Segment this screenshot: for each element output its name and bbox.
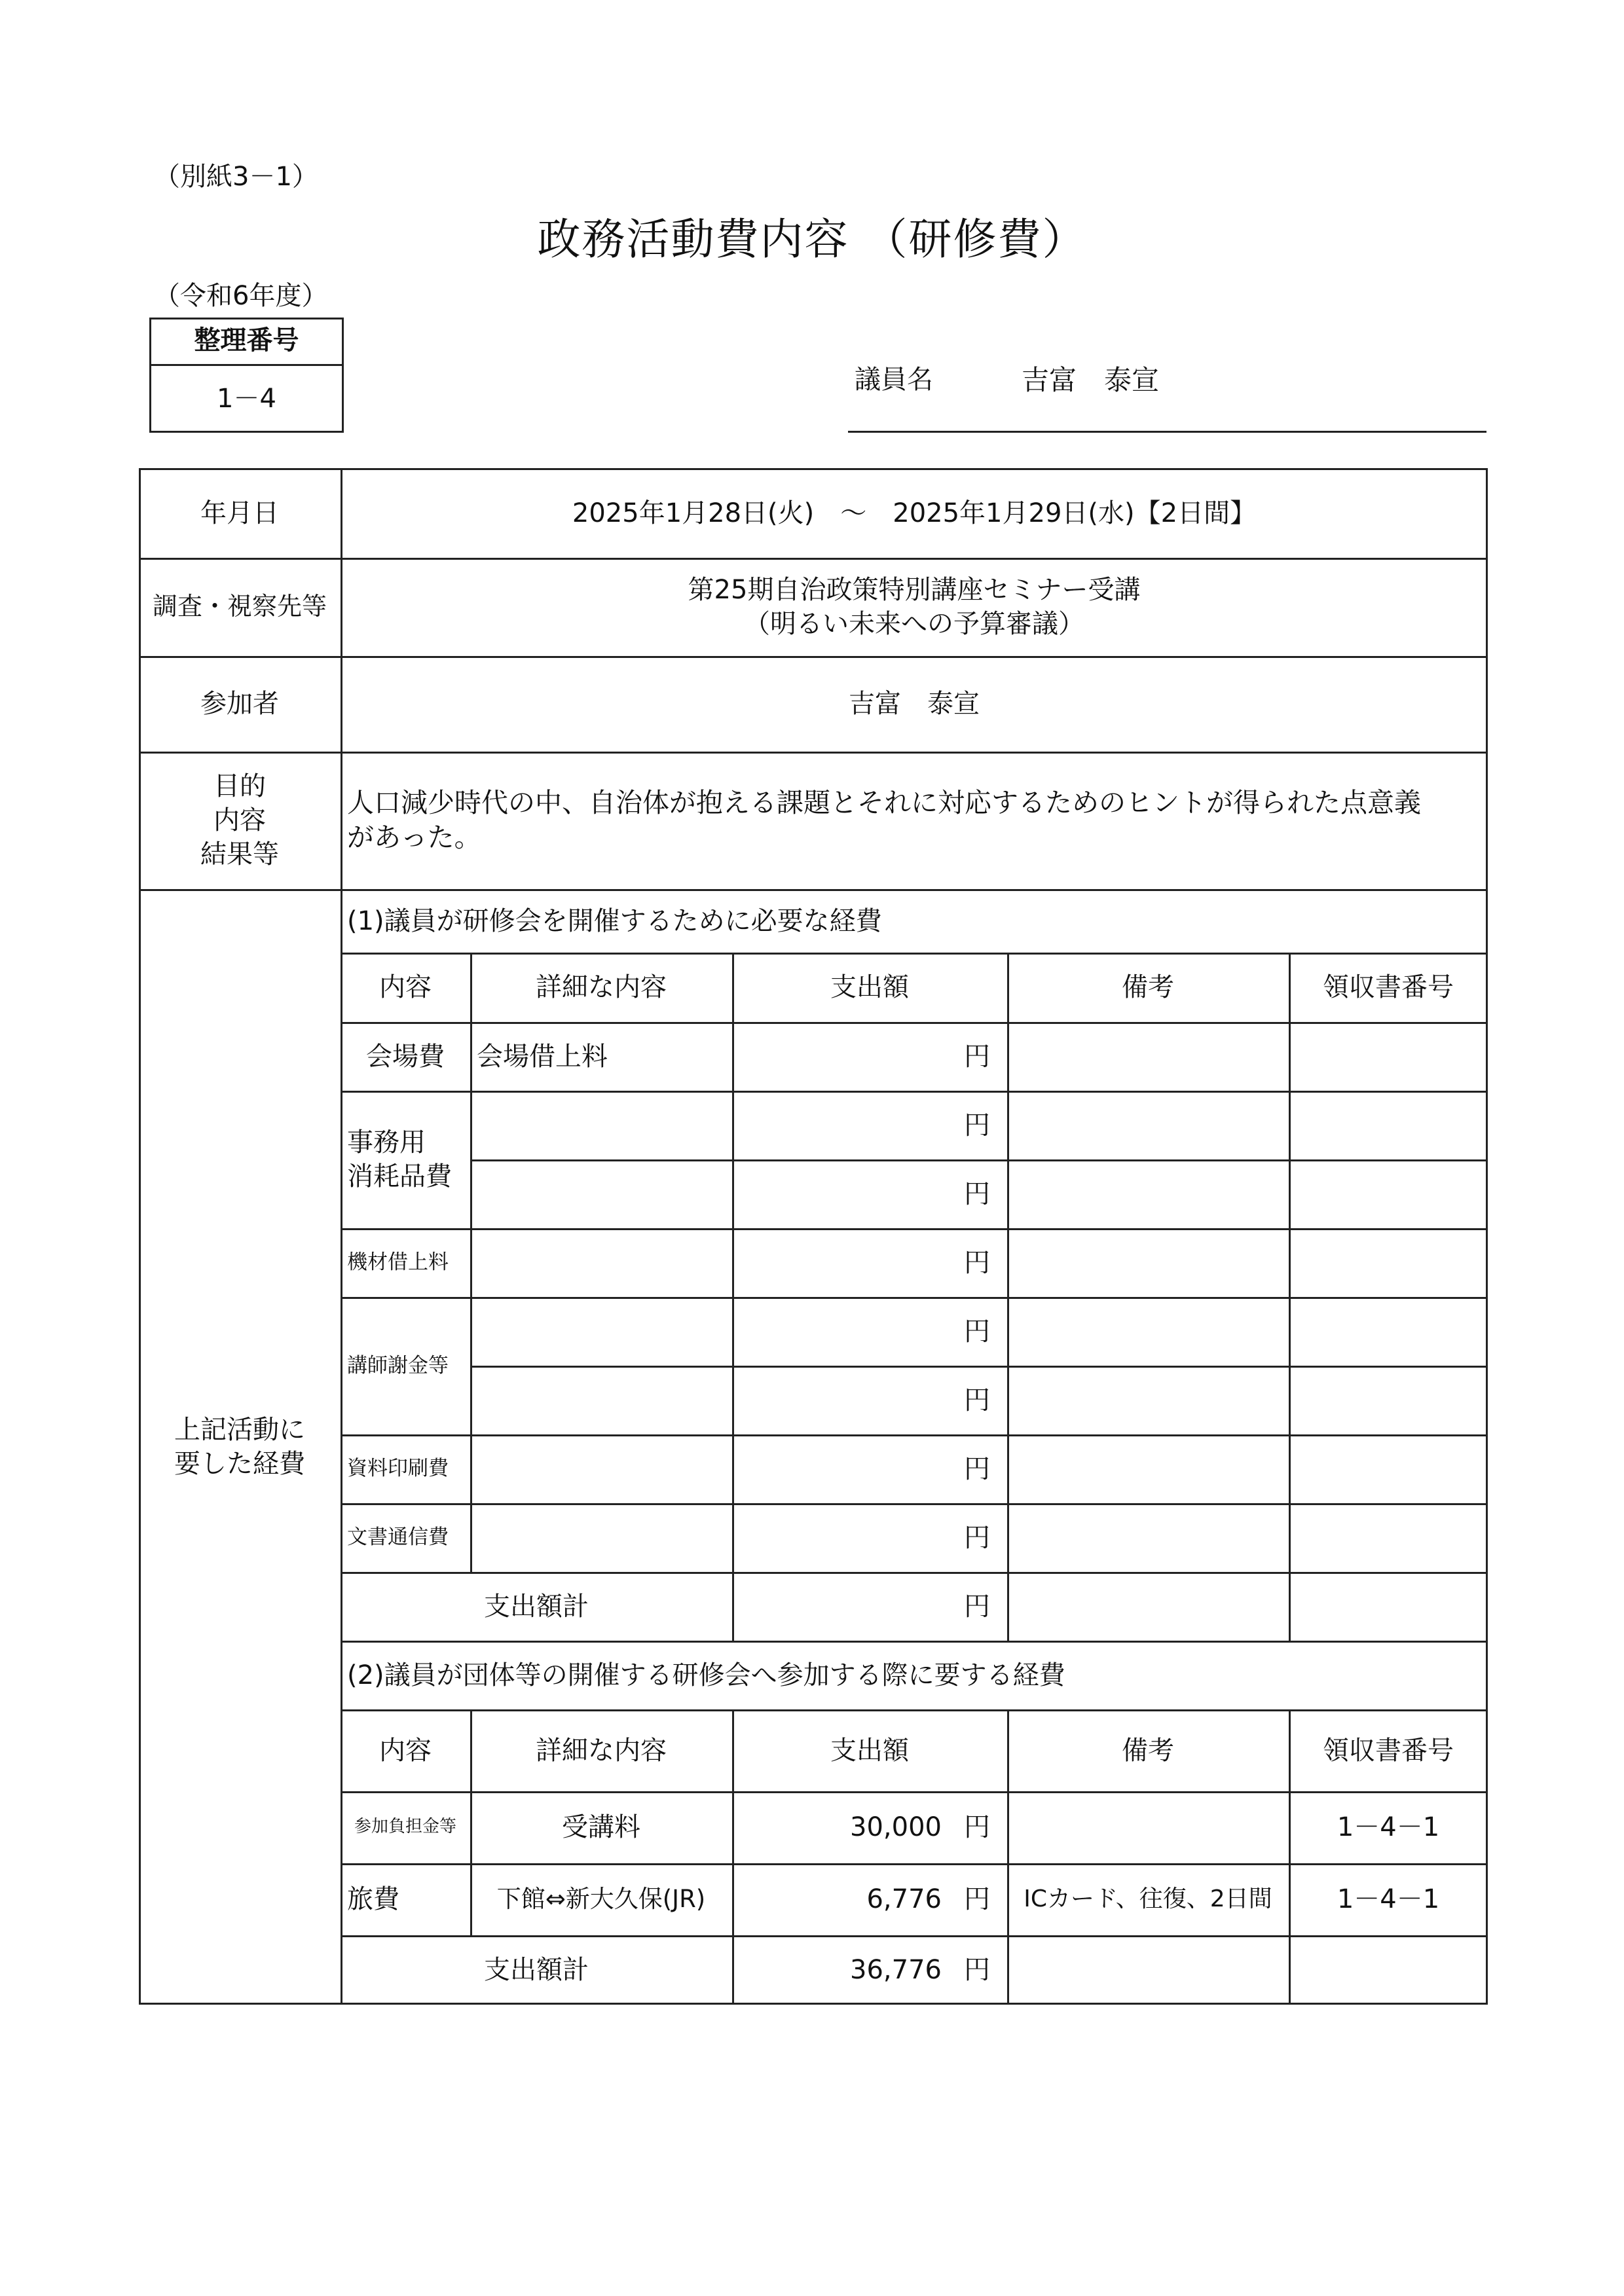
s2-row1-receipt: 1－4－1: [1337, 1812, 1440, 1842]
s2-row2-note: ICカード、往復、2日間: [1024, 1885, 1272, 1912]
s2-header-note: 備考: [1122, 1735, 1174, 1766]
s2-row1-detail: 受講料: [562, 1812, 640, 1842]
s2-header-detail: 詳細な内容: [536, 1735, 667, 1766]
destination-label: 調査・視察先等: [152, 592, 327, 621]
s1-header-receipt: 領収書番号: [1323, 972, 1454, 1002]
s2-row1-category: 参加負担金等: [354, 1817, 456, 1837]
category-kizai: 機材借上料: [347, 1250, 449, 1275]
s2-header-amount: 支出額: [830, 1735, 909, 1766]
expense-label-1: 上記活動に: [174, 1415, 305, 1445]
attachment-number: （別紙3－1）: [154, 162, 318, 192]
s2-row2-yen: 円: [964, 1884, 990, 1914]
yen-mark: 円: [964, 1453, 990, 1484]
yen-mark: 円: [964, 1591, 990, 1622]
purpose-label-2: 内容: [213, 805, 266, 835]
giin-underline: [848, 431, 1486, 433]
expense-label: [139, 889, 341, 2005]
s1-header-note: 備考: [1122, 972, 1174, 1002]
yen-mark: 円: [964, 1316, 990, 1347]
purpose-value: [341, 752, 1488, 889]
category-jimu-1: 事務用: [347, 1127, 426, 1157]
giin-label: 議員名: [855, 365, 933, 395]
seiri-box: [149, 318, 344, 433]
purpose-line1: 人口減少時代の中、自治体が抱える課題とそれに対応するためのヒントが得られた点意義: [347, 786, 1421, 818]
destination-line1: 第25期自治政策特別講座セミナー受講: [688, 575, 1141, 605]
purpose-line2: があった。: [347, 822, 481, 853]
category-kaijo: 会場費: [366, 1041, 445, 1072]
category-koshi: 講師謝金等: [347, 1353, 449, 1377]
grid-line: [1007, 953, 1009, 1641]
s2-total-label: 支出額計: [484, 1955, 589, 1985]
fiscal-year: （令和6年度）: [154, 281, 328, 311]
date-value: 2025年1月28日(火) ～ 2025年1月29日(水)【2日間】: [572, 498, 1257, 528]
s1-total-label: 支出額計: [484, 1591, 589, 1622]
participant-value: 吉富 泰宣: [849, 689, 980, 719]
grid-line: [1289, 953, 1291, 1641]
purpose-label: [139, 752, 341, 889]
s2-row1-amount: 30,000: [850, 1812, 942, 1842]
s2-row2-category: 旅費: [347, 1884, 399, 1914]
category-jimu: [341, 1091, 470, 1228]
yen-mark: 円: [964, 1522, 990, 1553]
giin-name: 吉富 泰宣: [1022, 364, 1160, 396]
yen-mark: 円: [964, 1110, 990, 1140]
s1-header-detail: 詳細な内容: [536, 972, 667, 1002]
s1-header-content: 内容: [379, 972, 432, 1002]
s2-total-amount: 36,776: [850, 1955, 942, 1985]
seiri-label: 整理番号: [151, 319, 342, 366]
date-label: 年月日: [200, 498, 279, 528]
yen-mark: 円: [964, 1247, 990, 1278]
s2-row1-note: [1007, 1791, 1289, 1863]
document-title: 政務活動費内容 （研修費）: [537, 214, 1087, 264]
s1-header-amount: 支出額: [830, 972, 909, 1002]
seiri-value: 1－4: [217, 384, 276, 414]
category-jimu-2: 消耗品費: [347, 1161, 452, 1192]
s2-header-receipt: 領収書番号: [1323, 1735, 1454, 1766]
yen-mark: 円: [964, 1178, 990, 1209]
category-shiryo: 資料印刷費: [347, 1457, 449, 1481]
section2-heading: (2)議員が団体等の開催する研修会へ参加する際に要する経費: [347, 1660, 1065, 1690]
yen-mark: 円: [964, 1041, 990, 1072]
destination-value: [341, 558, 1488, 656]
s2-row1-yen: 円: [964, 1812, 990, 1842]
expense-label-2: 要した経費: [174, 1449, 305, 1479]
s2-header-content: 内容: [379, 1735, 432, 1766]
purpose-label-1: 目的: [213, 771, 266, 801]
destination-line2: （明るい未来への予算審議）: [744, 609, 1084, 639]
participant-label: 参加者: [200, 689, 279, 719]
s2-row2-receipt: 1－4－1: [1337, 1884, 1440, 1914]
section1-heading: (1)議員が研修会を開催するために必要な経費: [347, 905, 882, 936]
s2-row2-amount: 6,776: [866, 1884, 942, 1914]
s2-row2-detail: 下館⇔新大久保(JR): [496, 1884, 706, 1913]
purpose-label-3: 結果等: [200, 839, 279, 869]
s2-total-yen: 円: [964, 1955, 990, 1985]
detail-kaijo: 会場借上料: [477, 1041, 608, 1072]
yen-mark: 円: [964, 1385, 990, 1415]
category-bunsho: 文書通信費: [347, 1525, 449, 1550]
